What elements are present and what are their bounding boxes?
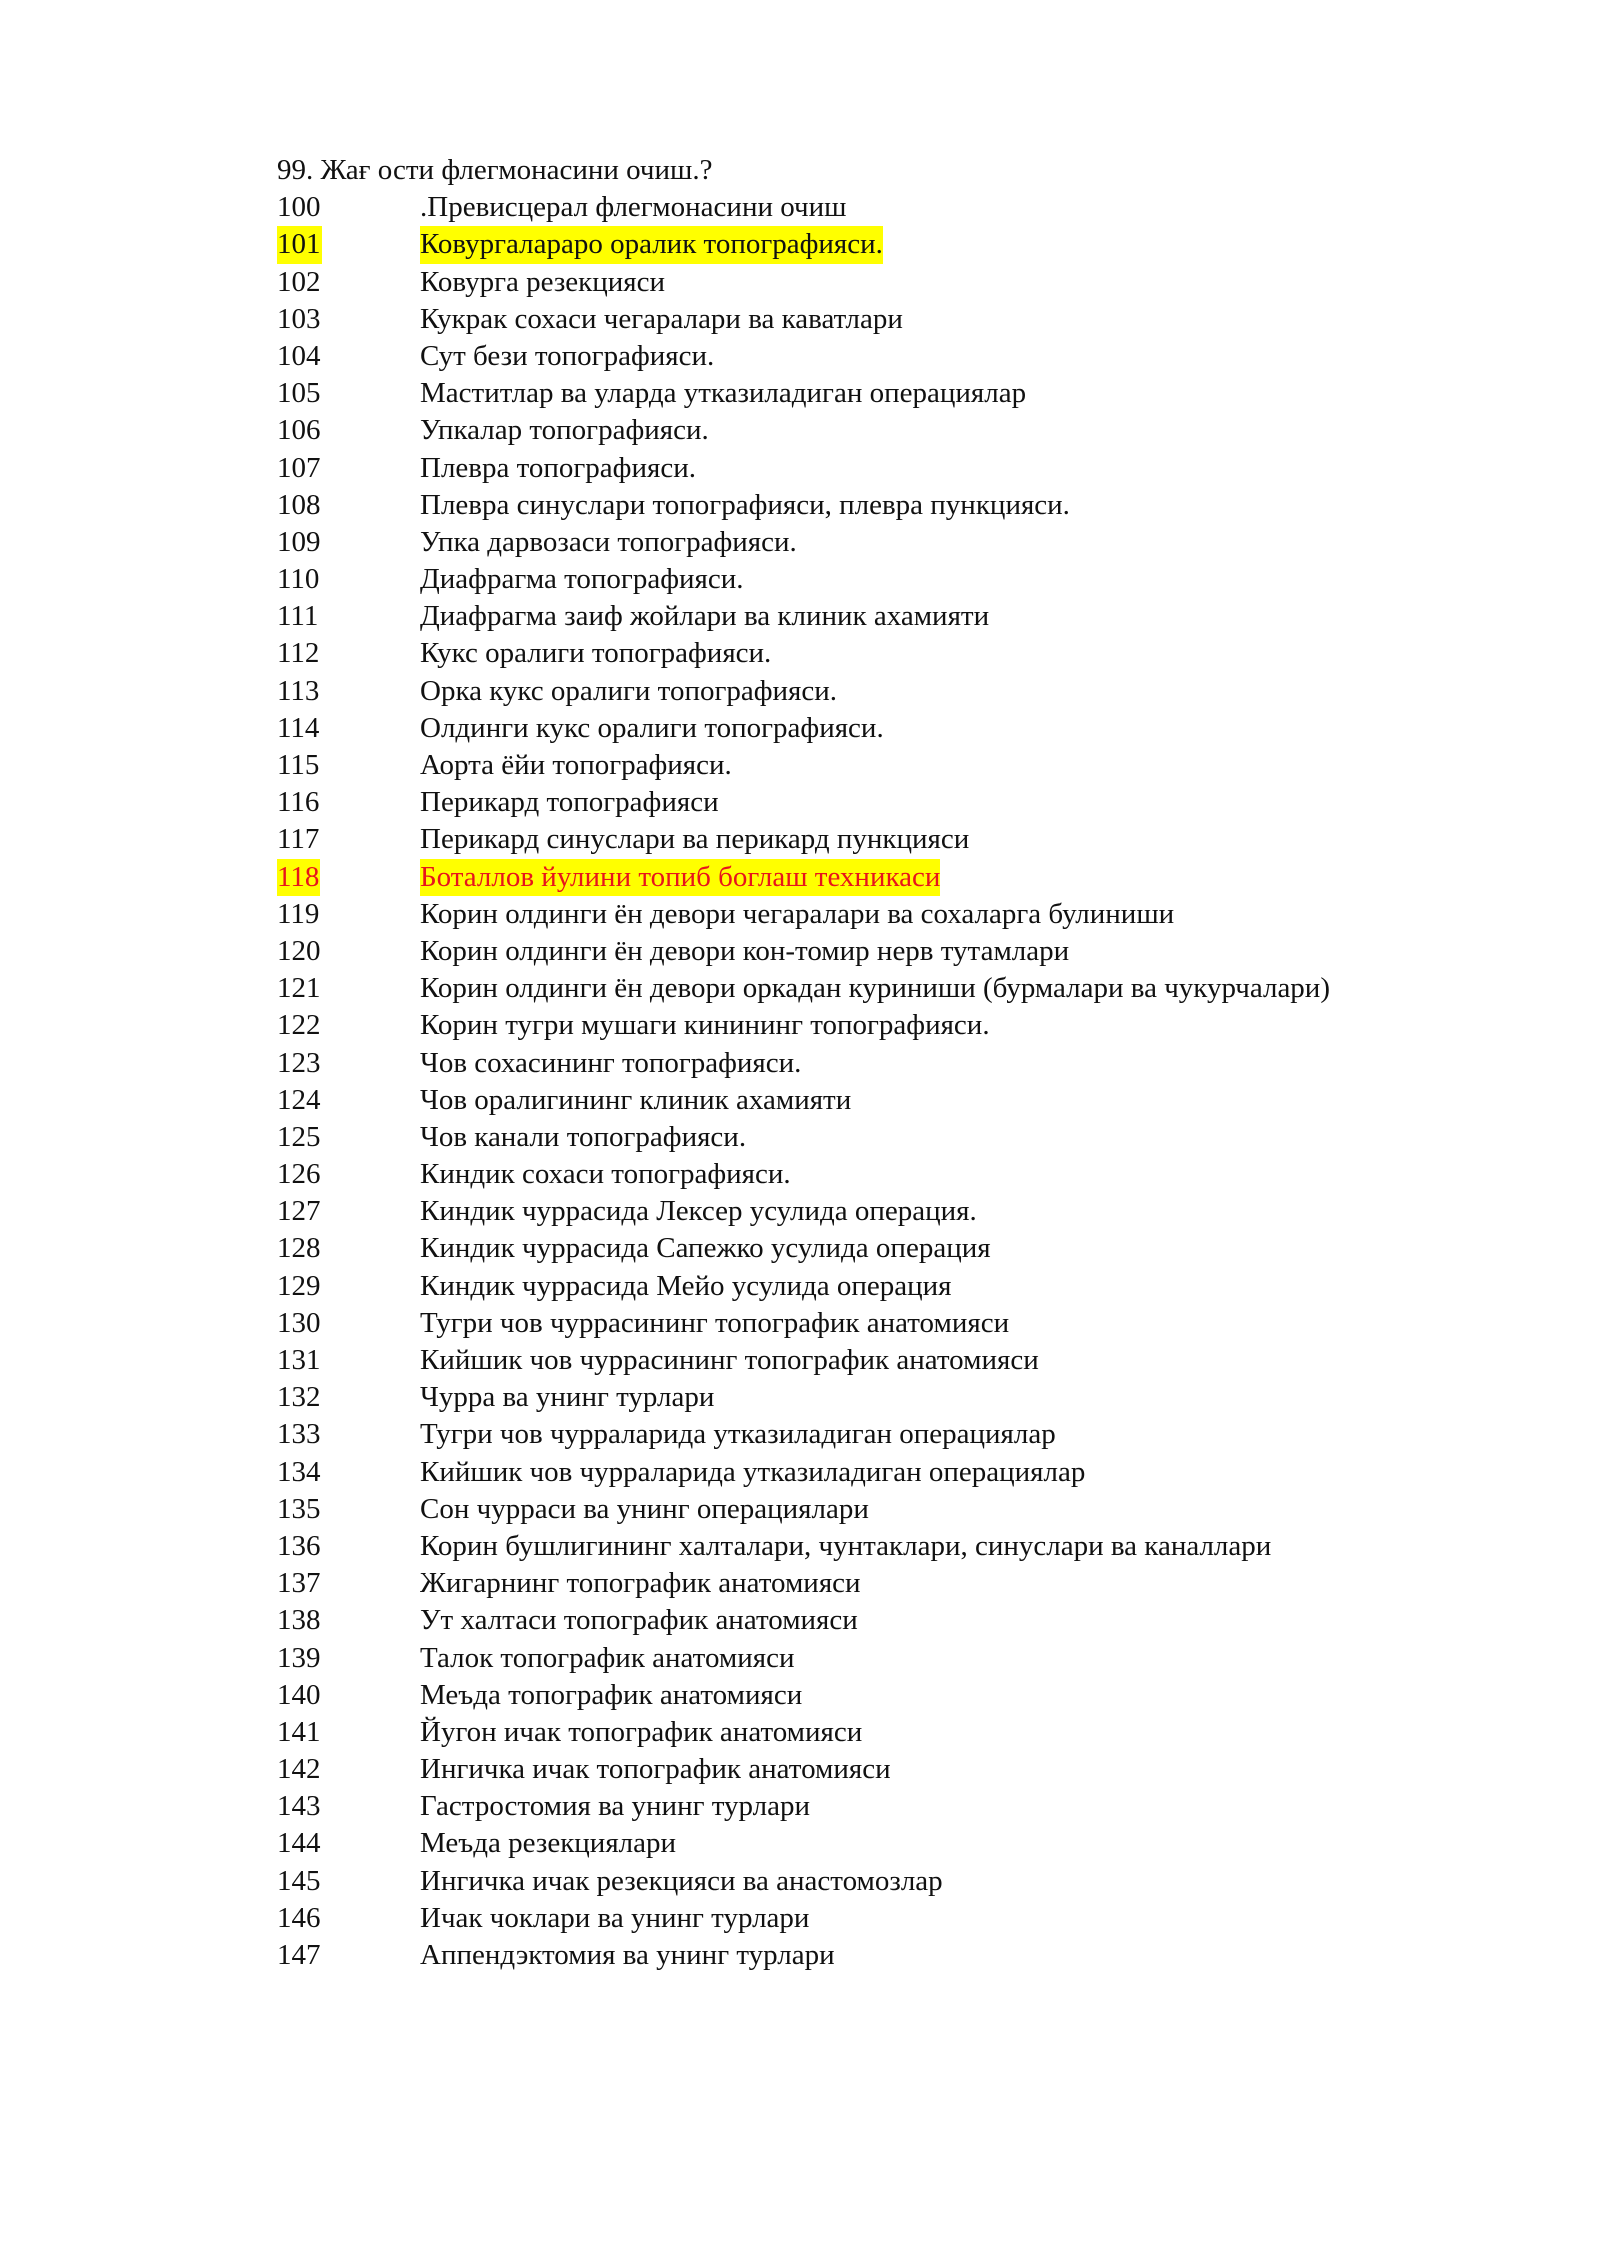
item-number: 139 xyxy=(277,1641,321,1674)
item-number: 140 xyxy=(277,1678,321,1711)
item-text: Кукрак сохаси чегаралари ва каватлари xyxy=(420,302,903,335)
item-number: 146 xyxy=(277,1901,321,1934)
question-list xyxy=(277,152,1527,1974)
list-item xyxy=(277,1379,1527,1416)
item-number: 132 xyxy=(277,1381,321,1414)
item-number: 105 xyxy=(277,377,321,410)
list-item xyxy=(277,450,1527,487)
list-item xyxy=(277,375,1527,412)
item-text: Жигарнинг топографик анатомияси xyxy=(420,1567,861,1600)
list-item xyxy=(277,784,1527,821)
item-text: Меъда топографик анатомияси xyxy=(420,1678,803,1711)
list-item xyxy=(277,1528,1527,1565)
list-item xyxy=(277,1082,1527,1119)
item-text: Сут бези топографияси. xyxy=(420,339,715,372)
item-number: 107 xyxy=(277,451,321,484)
list-item xyxy=(277,970,1527,1007)
item-number: 128 xyxy=(277,1232,321,1265)
item-text: Перикард синуслари ва перикард пункцияси xyxy=(420,823,970,856)
list-item xyxy=(277,1900,1527,1937)
item-text: Кийшик чов чуррасининг топографик анатомияси xyxy=(420,1344,1039,1376)
list-item xyxy=(277,1602,1527,1639)
item-text: Талок топографик анатомияси xyxy=(420,1641,795,1674)
item-text: .Превисцерал флегмонасини очиш xyxy=(420,191,847,224)
item-text: Маститлар ва уларда утказиладиган операциялар xyxy=(420,377,1027,410)
list-item xyxy=(277,301,1527,338)
intro-line: 99. Жағ ости флегмонасини очиш.? xyxy=(277,154,713,186)
list-item xyxy=(277,1677,1527,1714)
list-item xyxy=(277,1119,1527,1156)
item-number: 115 xyxy=(277,749,320,781)
item-number: 113 xyxy=(277,674,320,707)
item-text: Кийшик чов чурраларида утказиладиган операциялар xyxy=(420,1455,1086,1488)
item-number: 111 xyxy=(277,600,319,633)
item-number: 112 xyxy=(277,637,320,670)
list-item xyxy=(277,1788,1527,1825)
item-number: 129 xyxy=(277,1269,321,1302)
item-text: Аорта ёйи топографияси. xyxy=(420,749,732,781)
item-number: 116 xyxy=(277,786,320,819)
list-item xyxy=(277,1230,1527,1267)
item-text: Упкалар топографияси. xyxy=(420,414,709,447)
list-item xyxy=(277,524,1527,561)
list-item xyxy=(277,1193,1527,1230)
list-item xyxy=(277,598,1527,635)
list-item xyxy=(277,1863,1527,1900)
item-number: 145 xyxy=(277,1864,321,1897)
item-number: 134 xyxy=(277,1455,321,1488)
item-number: 106 xyxy=(277,414,321,447)
item-number: 131 xyxy=(277,1344,321,1376)
list-item xyxy=(277,264,1527,301)
list-item xyxy=(277,1751,1527,1788)
list-item xyxy=(277,189,1527,226)
item-number: 144 xyxy=(277,1827,321,1860)
item-text: Гастростомия ва унинг турлари xyxy=(420,1790,811,1823)
list-item xyxy=(277,338,1527,375)
list-item xyxy=(277,1640,1527,1677)
item-text: Диафрагма топографияси. xyxy=(420,563,744,596)
item-number: 120 xyxy=(277,934,321,967)
item-text: Корин бушлигининг халталари, чунтаклари, синуслари ва каналлари xyxy=(420,1529,1272,1562)
item-text: Плевра синуслари топографияси, плевра пункцияси. xyxy=(420,488,1070,521)
item-number: 103 xyxy=(277,302,321,335)
item-text: Ут халтаси топографик анатомияси xyxy=(420,1604,858,1637)
list-item xyxy=(277,635,1527,672)
list-item xyxy=(277,710,1527,747)
item-text: Олдинги кукс оралиги топографияси. xyxy=(420,711,884,744)
item-number: 136 xyxy=(277,1529,321,1562)
item-text: Йугон ичак топографик анатомияси xyxy=(420,1715,863,1748)
item-text: Киндик чуррасида Сапежко усулида операция xyxy=(420,1232,991,1265)
item-number: 119 xyxy=(277,897,320,930)
item-text: Чов оралигининг клиник ахамияти xyxy=(420,1083,852,1116)
item-number: 109 xyxy=(277,525,321,558)
item-text: Аппендэктомия ва унинг турлари xyxy=(420,1939,835,1971)
list-item xyxy=(277,1342,1527,1379)
item-text: Киндик чуррасида Мейо усулида операция xyxy=(420,1269,952,1302)
list-item xyxy=(277,412,1527,449)
item-number: 126 xyxy=(277,1158,321,1191)
list-item-highlighted xyxy=(277,226,1527,263)
item-number: 121 xyxy=(277,972,321,1005)
item-text: Кукс оралиги топографияси. xyxy=(420,637,772,670)
item-number: 117 xyxy=(277,823,320,856)
item-text: Тугри чов чурраларида утказиладиган операциялар xyxy=(420,1418,1056,1451)
list-item xyxy=(277,487,1527,524)
item-text: Корин тугри мушаги кинининг топографияси. xyxy=(420,1009,990,1042)
list-item xyxy=(277,747,1527,784)
list-item xyxy=(277,673,1527,710)
item-text: Плевра топографияси. xyxy=(420,451,696,484)
item-text: Ичак чоклари ва унинг турлари xyxy=(420,1901,810,1934)
list-item xyxy=(277,1714,1527,1751)
item-number: 137 xyxy=(277,1567,321,1600)
item-number: 125 xyxy=(277,1120,321,1153)
item-text: Ковургаларaро оралик топографияси. xyxy=(420,226,883,263)
list-item-highlighted xyxy=(277,859,1527,896)
list-item xyxy=(277,933,1527,970)
item-number: 114 xyxy=(277,711,320,744)
item-number: 101 xyxy=(277,226,322,263)
item-text: Ингичка ичак топографик анатомияси xyxy=(420,1753,891,1786)
item-text: Корин олдинги ён девори оркадан куриниши (бурмалари ва чукурчалари) xyxy=(420,972,1330,1005)
list-item xyxy=(277,1045,1527,1082)
item-text: Корин олдинги ён девори чегаралари ва сохаларга булиниши xyxy=(420,897,1175,930)
item-text: Орка кукс оралиги топографияси. xyxy=(420,674,838,707)
item-text: Меъда резекциялари xyxy=(420,1827,677,1860)
list-item xyxy=(277,896,1527,933)
item-text: Упка дарвозаси топографияси. xyxy=(420,525,797,558)
item-number: 123 xyxy=(277,1046,321,1079)
item-text: Чурра ва унинг турлари xyxy=(420,1381,715,1414)
item-number: 122 xyxy=(277,1009,321,1042)
item-text: Диафрагма заиф жойлари ва клиник ахамияти xyxy=(420,600,990,633)
item-text: Ингичка ичак резекцияси ва анастомозлар xyxy=(420,1864,943,1897)
list-item xyxy=(277,1454,1527,1491)
item-text: Корин олдинги ён девори кон-томир нерв тутамлари xyxy=(420,934,1070,967)
list-item xyxy=(277,821,1527,858)
list-item xyxy=(277,1491,1527,1528)
item-number: 110 xyxy=(277,563,320,596)
item-number: 142 xyxy=(277,1753,321,1786)
item-number: 118 xyxy=(277,859,320,896)
item-text: Ковурга резекцияси xyxy=(420,265,666,298)
item-text: Сон чурраси ва унинг операциялари xyxy=(420,1492,869,1525)
item-number: 141 xyxy=(277,1715,321,1748)
item-number: 147 xyxy=(277,1939,321,1971)
item-text: Киндик сохаси топографияси. xyxy=(420,1158,791,1191)
item-number: 124 xyxy=(277,1083,321,1116)
item-text: Чов сохасининг топографияси. xyxy=(420,1046,802,1079)
list-item xyxy=(277,561,1527,598)
item-number: 130 xyxy=(277,1306,321,1339)
item-number: 108 xyxy=(277,488,321,521)
item-number: 102 xyxy=(277,265,321,298)
list-item xyxy=(277,1305,1527,1342)
item-number: 100 xyxy=(277,191,321,224)
list-item xyxy=(277,1937,1527,1974)
item-text: Чов канали топографияси. xyxy=(420,1120,747,1153)
item-number: 135 xyxy=(277,1492,321,1525)
item-text: Киндик чуррасида Лексер усулида операция. xyxy=(420,1195,977,1228)
item-text: Тугри чов чуррасининг топографик анатомияси xyxy=(420,1306,1010,1339)
item-number: 127 xyxy=(277,1195,321,1228)
item-number: 143 xyxy=(277,1790,321,1823)
list-item xyxy=(277,1268,1527,1305)
list-item xyxy=(277,1156,1527,1193)
item-number: 138 xyxy=(277,1604,321,1637)
list-item xyxy=(277,1007,1527,1044)
item-number: 133 xyxy=(277,1418,321,1451)
list-item xyxy=(277,1416,1527,1453)
numbered-items xyxy=(277,226,1527,1974)
item-number: 104 xyxy=(277,339,321,372)
list-item xyxy=(277,1565,1527,1602)
list-item xyxy=(277,1825,1527,1862)
item-text: Боталлов йулини топиб боглаш техникаси xyxy=(420,859,940,896)
item-text: Перикард топографияси xyxy=(420,786,719,819)
